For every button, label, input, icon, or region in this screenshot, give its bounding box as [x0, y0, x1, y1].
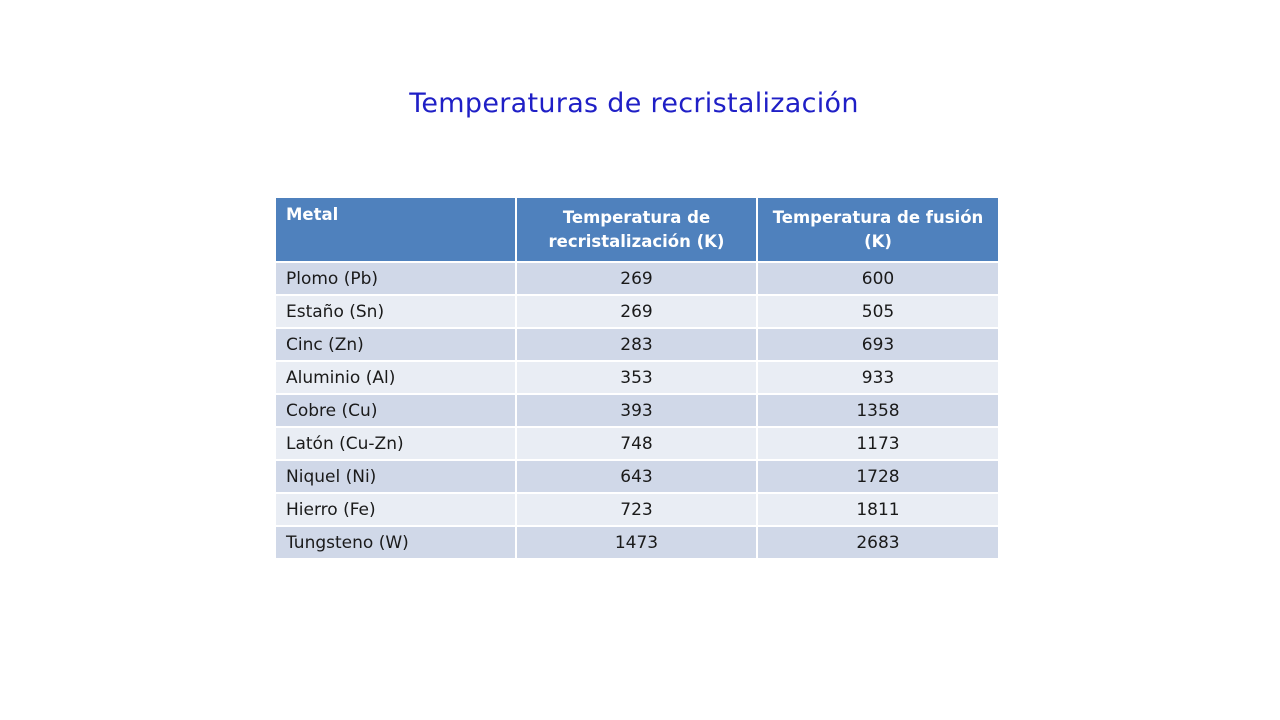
slide-title: Temperaturas de recristalización — [409, 88, 859, 119]
table-row — [275, 394, 999, 427]
table-row — [275, 427, 999, 460]
cell-metal: Tungsteno (W) — [275, 526, 516, 559]
cell-melting-temp: 1173 — [757, 427, 999, 460]
table-row — [275, 328, 999, 361]
cell-metal: Estaño (Sn) — [275, 295, 516, 328]
cell-metal: Plomo (Pb) — [275, 262, 516, 295]
table-row — [275, 526, 999, 559]
cell-melting-temp: 505 — [757, 295, 999, 328]
cell-melting-temp: 1358 — [757, 394, 999, 427]
cell-metal: Cobre (Cu) — [275, 394, 516, 427]
cell-recrystallization-temp: 748 — [516, 427, 757, 460]
table-row — [275, 262, 999, 295]
cell-melting-temp: 1728 — [757, 460, 999, 493]
cell-melting-temp: 600 — [757, 262, 999, 295]
table-header-row — [275, 197, 999, 262]
cell-melting-temp: 1811 — [757, 493, 999, 526]
cell-recrystallization-temp: 723 — [516, 493, 757, 526]
header-recrystallization-temp: Temperatura de recristalización (K) — [516, 197, 757, 262]
cell-recrystallization-temp: 283 — [516, 328, 757, 361]
cell-recrystallization-temp: 393 — [516, 394, 757, 427]
cell-melting-temp: 933 — [757, 361, 999, 394]
cell-recrystallization-temp: 1473 — [516, 526, 757, 559]
table-row — [275, 295, 999, 328]
cell-melting-temp: 2683 — [757, 526, 999, 559]
cell-metal: Niquel (Ni) — [275, 460, 516, 493]
cell-recrystallization-temp: 353 — [516, 361, 757, 394]
cell-metal: Latón (Cu-Zn) — [275, 427, 516, 460]
header-melting-temp: Temperatura de fusión (K) — [757, 197, 999, 262]
recrystallization-table — [274, 196, 1000, 560]
cell-recrystallization-temp: 643 — [516, 460, 757, 493]
cell-recrystallization-temp: 269 — [516, 295, 757, 328]
cell-metal: Hierro (Fe) — [275, 493, 516, 526]
table-row — [275, 460, 999, 493]
cell-recrystallization-temp: 269 — [516, 262, 757, 295]
table-row — [275, 361, 999, 394]
header-metal: Metal — [275, 197, 516, 262]
cell-metal: Cinc (Zn) — [275, 328, 516, 361]
cell-melting-temp: 693 — [757, 328, 999, 361]
table-row — [275, 493, 999, 526]
cell-metal: Aluminio (Al) — [275, 361, 516, 394]
